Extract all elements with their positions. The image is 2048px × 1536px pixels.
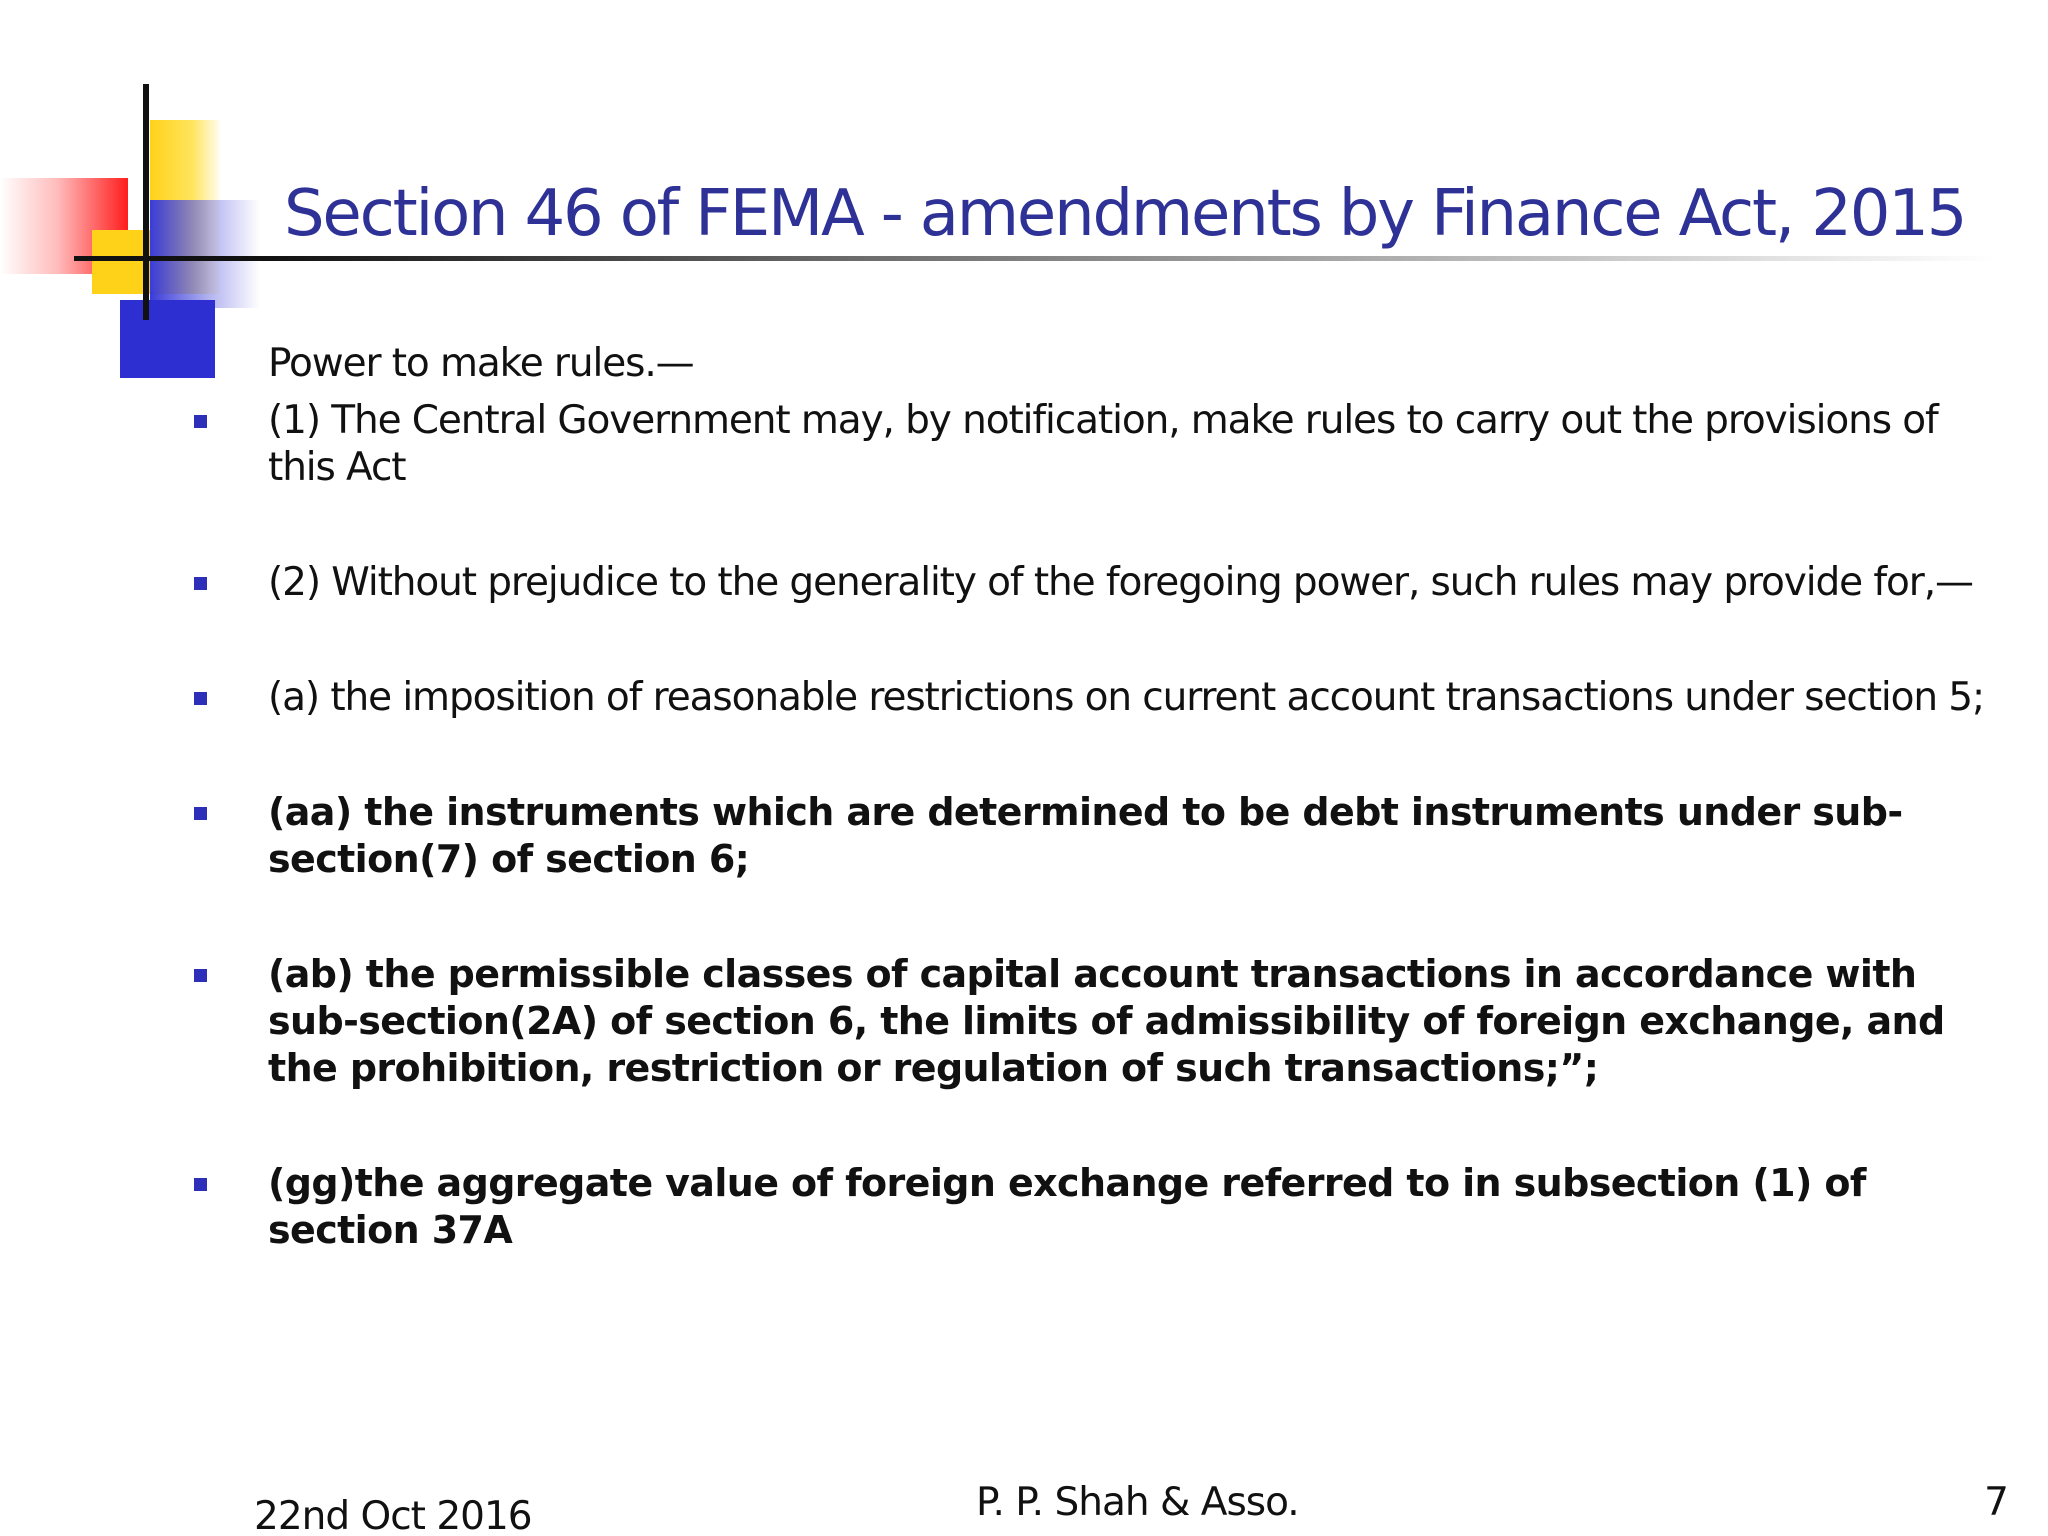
bullet-text: (1) The Central Government may, by notification, make rules to carry out the provisions of this Act — [268, 398, 1938, 490]
logo-vertical-line — [143, 84, 149, 320]
footer-firm: P. P. Shah & Asso. — [976, 1480, 1299, 1525]
bullet-text: (2) Without prejudice to the generality of the foregoing power, such rules may provide for,— — [268, 560, 1973, 605]
bullet-item — [268, 951, 1988, 1092]
bullet-item — [268, 397, 1988, 491]
slide-body — [268, 340, 1988, 1322]
bullet-text: (a) the imposition of reasonable restrictions on current account transactions under section 5; — [268, 675, 1985, 720]
bullet-item — [268, 559, 1988, 606]
bullet-item — [268, 789, 1988, 883]
square-bullet-icon — [194, 1178, 207, 1191]
logo-yellow-small-block — [92, 230, 150, 294]
footer-date: 22nd Oct 2016 — [254, 1494, 532, 1536]
square-bullet-icon — [194, 807, 207, 820]
logo-blue-block — [120, 300, 215, 378]
square-bullet-icon — [194, 415, 207, 428]
bullet-text: (ab) the permissible classes of capital account transactions in accordance with sub-section(2A) of section 6, the limits of admissibility of foreign exchange, and the prohibition, restriction or regulation of such transactions;”; — [268, 952, 1945, 1090]
bullet-list — [268, 397, 1988, 1254]
logo-blue-gradient-block — [150, 200, 260, 308]
bullet-item — [268, 674, 1988, 721]
square-bullet-icon — [194, 969, 207, 982]
bullet-item — [268, 1160, 1988, 1254]
bullet-text: (aa) the instruments which are determined to be debt instruments under sub-section(7) of section 6; — [268, 790, 1903, 881]
page-number: 7 — [1984, 1480, 2008, 1525]
square-bullet-icon — [194, 577, 207, 590]
lead-line: Power to make rules.— — [268, 341, 694, 386]
title-underline — [74, 256, 1994, 261]
bullet-text: (gg)the aggregate value of foreign exchange referred to in subsection (1) of section 37A — [268, 1161, 1866, 1252]
slide-title: Section 46 of FEMA - amendments by Finance Act, 2015 — [284, 177, 1966, 251]
square-bullet-icon — [194, 692, 207, 705]
